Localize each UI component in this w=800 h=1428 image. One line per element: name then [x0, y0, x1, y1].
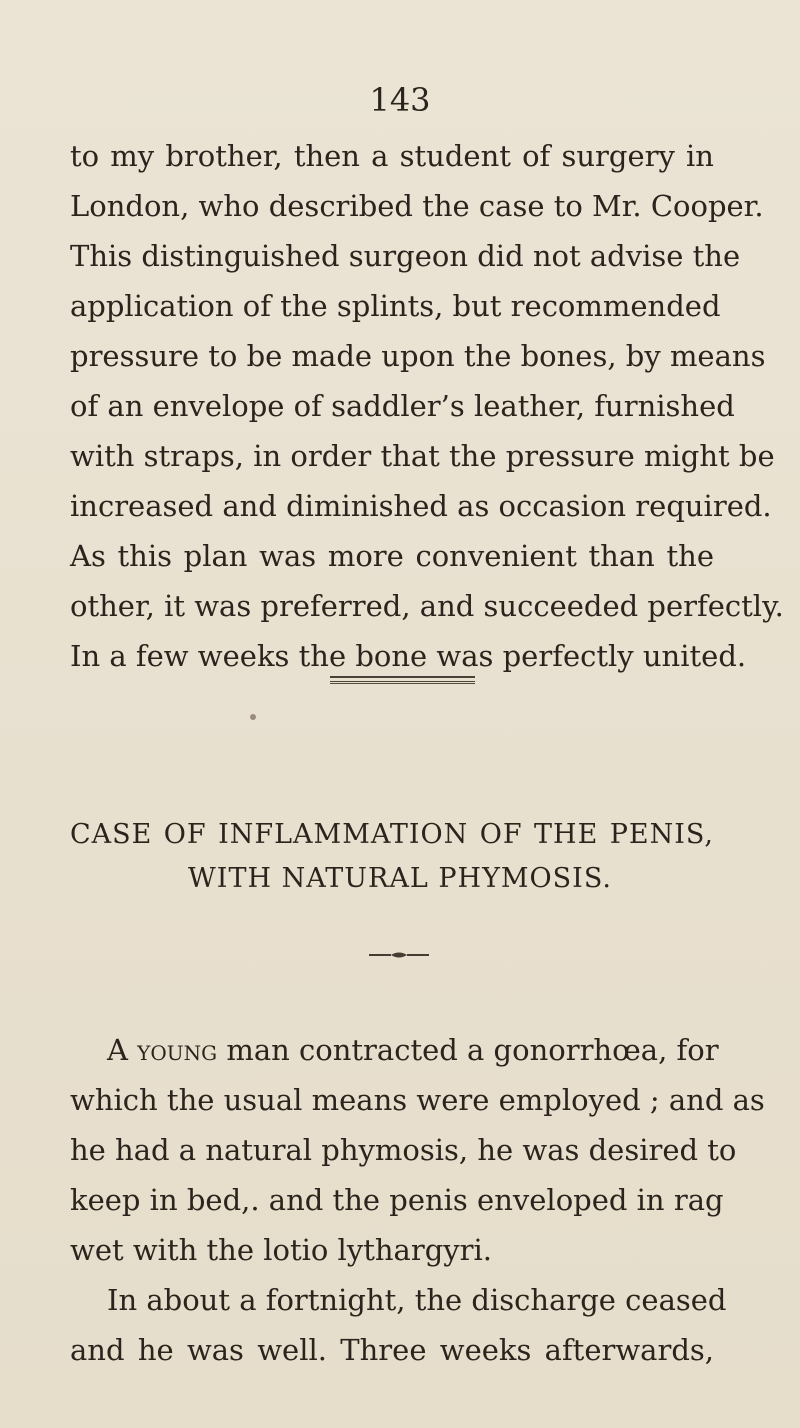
body-line	[107, 1030, 719, 1070]
body-line: In about a fortnight, the discharge ceased	[107, 1283, 727, 1317]
body-line: to my brother, then a student of surgery in	[70, 139, 714, 173]
body-line: pressure to be made upon the bones, by means	[70, 339, 766, 373]
body-line: application of the splints, but recommended	[70, 289, 721, 323]
body-line: wet with the lotio lythargyri.	[70, 1233, 493, 1267]
body-line: This distinguished surgeon did not advise the	[70, 239, 741, 273]
ink-spot	[250, 714, 256, 720]
page-number: 143	[369, 81, 431, 119]
body-line: he had a natural phymosis, he was desired to	[70, 1133, 737, 1167]
section-divider	[330, 676, 475, 682]
body-line: and he was well. Three weeks afterwards,	[70, 1333, 714, 1367]
body-line: other, it was preferred, and succeeded perfectly.	[70, 589, 784, 623]
body-line: In a few weeks the bone was perfectly united.	[70, 639, 747, 673]
opening-word: A	[107, 1033, 128, 1067]
body-line: with straps, in order that the pressure might be	[70, 439, 775, 473]
body-line: which the usual means were employed ; and as	[70, 1083, 765, 1117]
body-line: of an envelope of saddler’s leather, furnished	[70, 389, 735, 423]
body-line: London, who described the case to Mr. Cooper.	[70, 189, 764, 223]
opening-line-rest: man contracted a gonorrhœa, for	[217, 1033, 719, 1067]
section-heading-line-1: CASE OF INFLAMMATION OF THE PENIS,	[70, 819, 714, 850]
ornament-dash	[368, 950, 430, 960]
opening-small-caps: young	[137, 1033, 218, 1067]
body-line: keep in bed,. and the penis enveloped in rag	[70, 1183, 724, 1217]
body-line: increased and diminished as occasion required.	[70, 489, 772, 523]
section-heading-line-2: WITH NATURAL PHYMOSIS.	[188, 863, 612, 894]
body-line: As this plan was more convenient than the	[70, 539, 714, 573]
